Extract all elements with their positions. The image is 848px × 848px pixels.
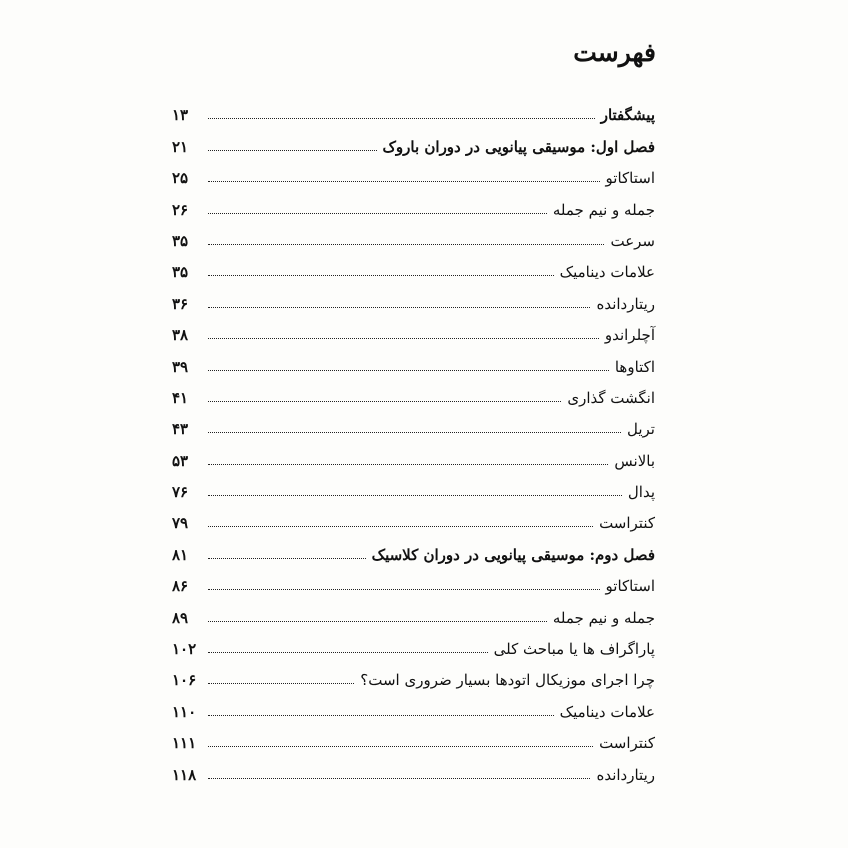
toc-entry-label: پاراگراف ها یا مباحث کلی xyxy=(493,640,655,659)
toc-entry[interactable] xyxy=(172,187,655,218)
toc-entry-page-number: ۵۳ xyxy=(172,451,189,470)
toc-entry[interactable] xyxy=(172,595,655,626)
dot-leader xyxy=(208,526,593,527)
toc-entry[interactable] xyxy=(172,689,655,720)
toc-entry-label: جمله و نیم جمله xyxy=(552,608,655,627)
toc-entry[interactable] xyxy=(172,219,655,250)
dot-leader xyxy=(208,370,609,371)
toc-entry[interactable] xyxy=(172,156,655,187)
table-of-contents xyxy=(172,93,655,784)
toc-entry-label: سرعت xyxy=(610,231,655,250)
toc-entry-label: فصل دوم: موسیقی پیانویی در دوران کلاسیک xyxy=(371,545,655,564)
toc-entry-page-number: ۴۳ xyxy=(172,420,189,439)
toc-entry-label: انگشت گذاری xyxy=(567,388,655,407)
toc-entry-label: کنتراست xyxy=(599,734,655,753)
toc-entry-page-number: ۱۳ xyxy=(172,106,189,125)
toc-entry-page-number: ۱۱۸ xyxy=(172,765,197,784)
dot-leader xyxy=(208,495,622,496)
toc-entry-label: فصل اول: موسیقی پیانویی در دوران باروک xyxy=(382,137,655,156)
toc-entry[interactable] xyxy=(172,344,655,375)
dot-leader xyxy=(208,715,554,716)
toc-entry[interactable] xyxy=(172,721,655,752)
toc-entry-page-number: ۳۵ xyxy=(172,263,189,282)
toc-entry-page-number: ۱۱۱ xyxy=(172,734,197,753)
toc-entry-page-number: ۸۹ xyxy=(172,608,189,627)
toc-entry-label: علامات دینامیک xyxy=(559,263,655,282)
toc-entry[interactable] xyxy=(172,281,655,312)
toc-entry-label: پدال xyxy=(627,483,655,502)
toc-entry[interactable] xyxy=(172,93,655,124)
toc-entry-label: آچلراندو xyxy=(604,326,655,345)
toc-entry-page-number: ۲۱ xyxy=(172,137,189,156)
page-title: فهرست xyxy=(573,38,656,67)
toc-entry-label: استاکاتو xyxy=(605,577,655,596)
toc-entry-label: بالانس xyxy=(614,451,655,470)
toc-entry[interactable] xyxy=(172,124,655,155)
dot-leader xyxy=(208,213,547,214)
toc-entry-page-number: ۷۹ xyxy=(172,514,189,533)
toc-entry[interactable] xyxy=(172,376,655,407)
toc-entry-page-number: ۳۹ xyxy=(172,357,189,376)
dot-leader xyxy=(208,118,595,119)
toc-entry-page-number: ۳۵ xyxy=(172,231,189,250)
toc-entry[interactable] xyxy=(172,470,655,501)
dot-leader xyxy=(208,150,377,151)
dot-leader xyxy=(208,401,561,402)
toc-entry-page-number: ۸۶ xyxy=(172,577,189,596)
dot-leader xyxy=(208,778,590,779)
toc-entry-label: علامات دینامیک xyxy=(559,702,655,721)
toc-entry[interactable] xyxy=(172,438,655,469)
toc-entry-page-number: ۲۵ xyxy=(172,169,189,188)
toc-entry-label: تریل xyxy=(627,420,655,439)
toc-entry-page-number: ۳۶ xyxy=(172,294,189,313)
toc-entry-page-number: ۱۱۰ xyxy=(172,702,197,721)
dot-leader xyxy=(208,244,604,245)
toc-entry[interactable] xyxy=(172,658,655,689)
toc-entry[interactable] xyxy=(172,501,655,532)
toc-entry-label: جمله و نیم جمله xyxy=(552,200,655,219)
dot-leader xyxy=(208,558,366,559)
toc-entry[interactable] xyxy=(172,250,655,281)
toc-entry-label: ریتاردانده xyxy=(596,294,655,313)
toc-entry-label: استاکاتو xyxy=(605,169,655,188)
dot-leader xyxy=(208,621,547,622)
dot-leader xyxy=(208,275,554,276)
toc-entry-page-number: ۷۶ xyxy=(172,483,189,502)
dot-leader xyxy=(208,181,600,182)
toc-entry-page-number: ۳۸ xyxy=(172,326,189,345)
toc-entry-label: اکتاوها xyxy=(614,357,655,376)
toc-entry-page-number: ۱۰۶ xyxy=(172,671,197,690)
dot-leader xyxy=(208,464,608,465)
toc-entry-label: پیشگفتار xyxy=(600,106,655,125)
dot-leader xyxy=(208,652,488,653)
toc-entry[interactable] xyxy=(172,532,655,563)
dot-leader xyxy=(208,589,600,590)
toc-entry[interactable] xyxy=(172,407,655,438)
dot-leader xyxy=(208,683,354,684)
toc-entry[interactable] xyxy=(172,564,655,595)
dot-leader xyxy=(208,338,599,339)
dot-leader xyxy=(208,746,593,747)
toc-entry-label: چرا اجرای موزیکال اتودها بسیار ضروری است؟ xyxy=(360,671,655,690)
dot-leader xyxy=(208,432,621,433)
toc-entry-page-number: ۱۰۲ xyxy=(172,640,197,659)
toc-entry-page-number: ۲۶ xyxy=(172,200,189,219)
toc-entry-page-number: ۸۱ xyxy=(172,545,189,564)
toc-entry[interactable] xyxy=(172,752,655,783)
dot-leader xyxy=(208,307,590,308)
toc-entry[interactable] xyxy=(172,313,655,344)
toc-entry-label: ریتاردانده xyxy=(596,765,655,784)
toc-entry-label: کنتراست xyxy=(599,514,655,533)
toc-entry-page-number: ۴۱ xyxy=(172,388,189,407)
toc-entry[interactable] xyxy=(172,627,655,658)
